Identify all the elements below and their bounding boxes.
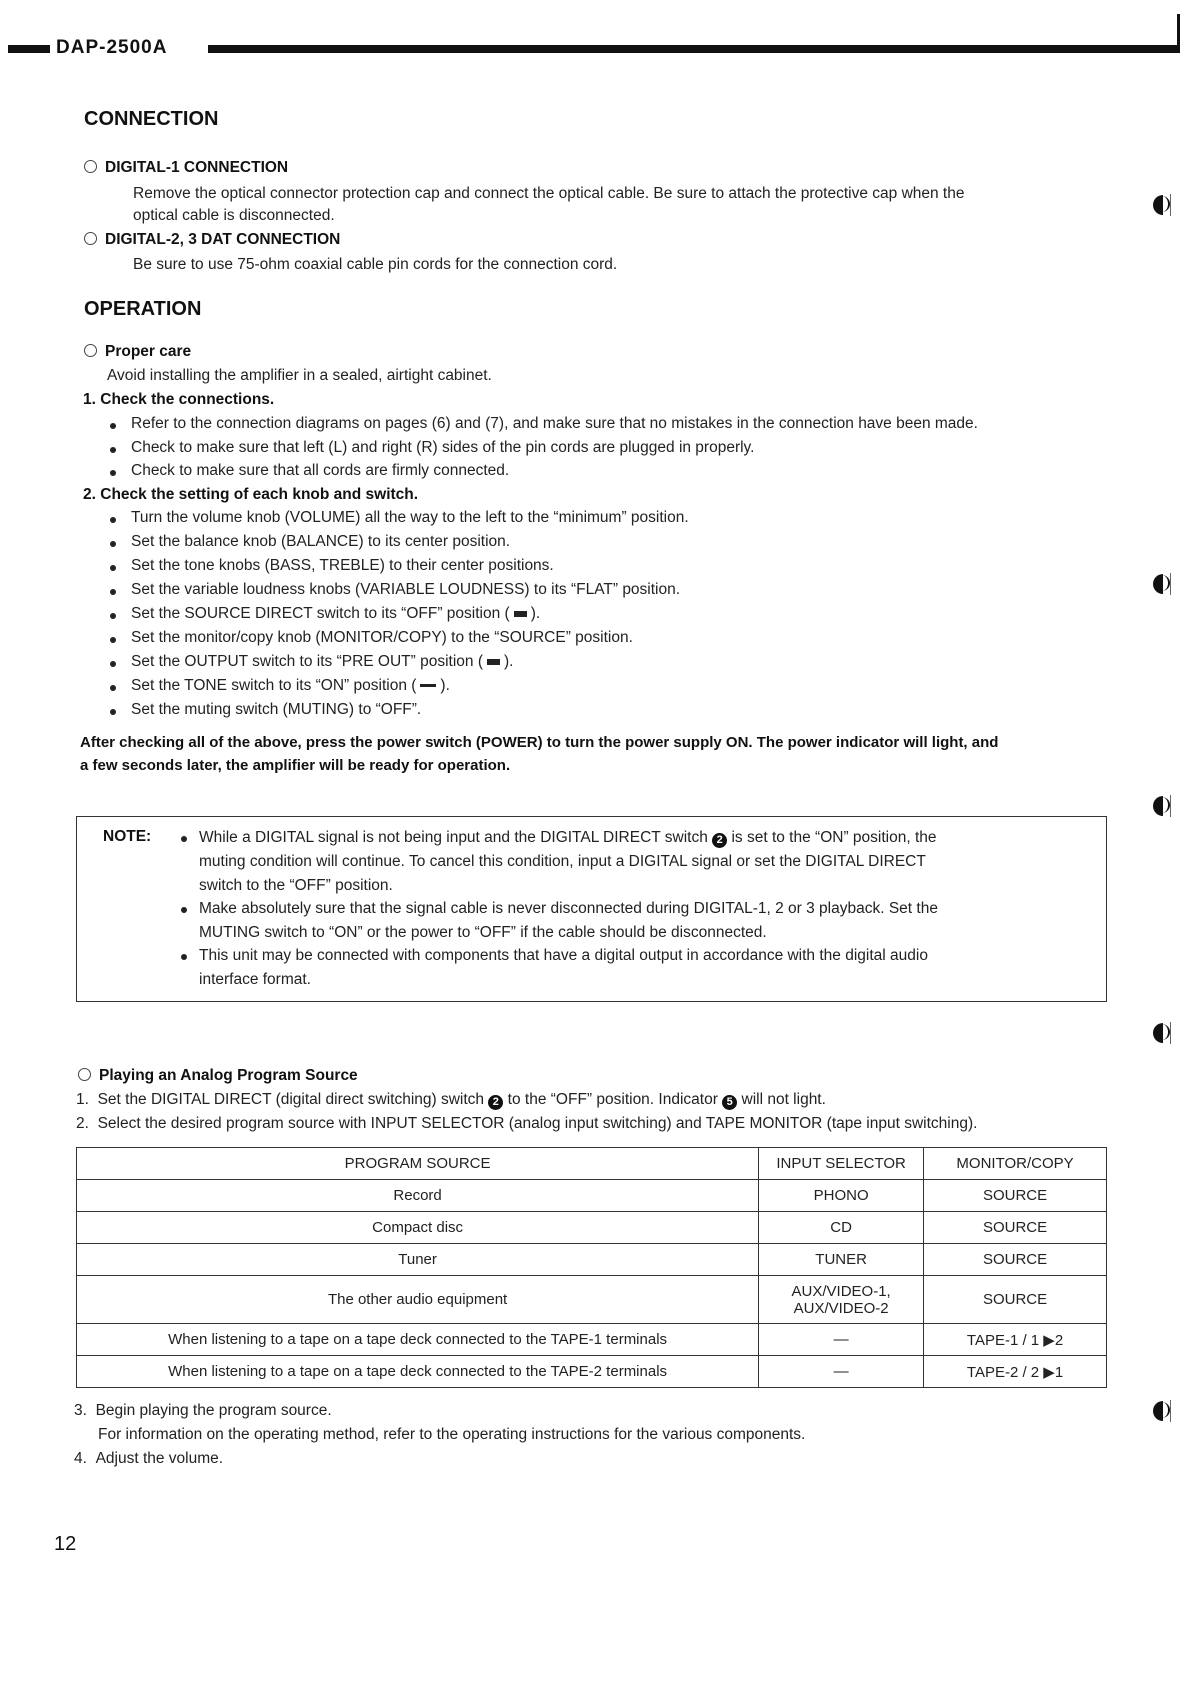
note-line: MUTING switch to “ON” or the power to “OFF” if the cable should be disconnected.	[199, 924, 767, 941]
table-row	[77, 1244, 1107, 1276]
after-check-line2: a few seconds later, the amplifier will be ready for operation.	[80, 757, 511, 774]
digital1-text-line1: Remove the optical connector protection cap and connect the optical cable. Be sure to attach the protective cap when the	[133, 185, 965, 202]
step1-heading: 1. Check the connections.	[83, 391, 275, 408]
circle-bullet-icon	[84, 160, 97, 173]
table-row	[77, 1180, 1107, 1212]
step2-heading: 2. Check the setting of each knob and switch.	[83, 486, 419, 503]
analog-heading: Playing an Analog Program Source	[78, 1066, 358, 1086]
program-source-table	[76, 1147, 1107, 1388]
table-cell: CD	[759, 1212, 924, 1244]
table-cell: Tuner	[77, 1244, 759, 1276]
model-name: DAP-2500A	[56, 37, 168, 58]
table-cell: SOURCE	[924, 1180, 1107, 1212]
header-rule-right	[208, 45, 1180, 53]
indicator-number-icon: 2	[488, 1095, 503, 1110]
indicator-number-icon: 2	[712, 833, 727, 848]
bullet-icon	[110, 517, 116, 523]
margin-mark-icon	[1153, 1021, 1173, 1045]
step2-item: Set the TONE switch to its “ON” position ( ).	[131, 677, 450, 694]
note-line: This unit may be connected with components that have a digital output in accordance with the digital audio	[199, 947, 928, 964]
step2-item: Set the muting switch (MUTING) to “OFF”.	[131, 701, 422, 718]
bullet-icon	[181, 907, 187, 913]
header-rule-left	[8, 45, 50, 53]
table-row	[77, 1324, 1107, 1356]
table-cell: The other audio equipment	[77, 1276, 759, 1324]
bullet-icon	[110, 613, 116, 619]
step2-item: Set the SOURCE DIRECT switch to its “OFF” position ( ).	[131, 605, 541, 622]
bullet-icon	[110, 541, 116, 547]
bullet-icon	[110, 447, 116, 453]
bullet-icon	[110, 565, 116, 571]
table-header-cell: INPUT SELECTOR	[759, 1148, 924, 1180]
header-rule-hook	[1177, 14, 1180, 46]
step2-item: Set the OUTPUT switch to its “PRE OUT” position ( ).	[131, 653, 514, 670]
circle-bullet-icon	[84, 232, 97, 245]
step2-item: Set the variable loudness knobs (VARIABLE LOUDNESS) to its “FLAT” position.	[131, 581, 681, 598]
table-cell: SOURCE	[924, 1212, 1107, 1244]
step2-item: Set the balance knob (BALANCE) to its center position.	[131, 533, 511, 550]
table-cell: —	[759, 1324, 924, 1356]
proper-care-text: Avoid installing the amplifier in a sealed, airtight cabinet.	[107, 367, 492, 384]
bullet-icon	[110, 709, 116, 715]
header-bar	[8, 37, 1180, 58]
bullet-icon	[110, 470, 116, 476]
analog-step1: 1. Set the DIGITAL DIRECT (digital direct switching) switch 2 to the “OFF” position. Indicator 5 will not light.	[76, 1091, 826, 1108]
analog-step2: 2. Select the desired program source with INPUT SELECTOR (analog input switching) and TAPE MONITOR (tape input switching).	[76, 1115, 978, 1132]
table-cell: PHONO	[759, 1180, 924, 1212]
table-row	[77, 1276, 1107, 1324]
table-header-row	[77, 1148, 1107, 1180]
bullet-icon	[110, 423, 116, 429]
note-line: While a DIGITAL signal is not being input and the DIGITAL DIRECT switch 2 is set to the “ON” position, the	[199, 829, 937, 846]
note-line: muting condition will continue. To cancel this condition, input a DIGITAL signal or set the DIGITAL DIRECT	[199, 853, 926, 870]
operation-heading: OPERATION	[84, 298, 202, 320]
digital23-heading: DIGITAL-2, 3 DAT CONNECTION	[84, 230, 340, 250]
digital23-text: Be sure to use 75-ohm coaxial cable pin cords for the connection cord.	[133, 256, 618, 273]
bullet-icon	[181, 954, 187, 960]
table-cell: When listening to a tape on a tape deck connected to the TAPE-2 terminals	[77, 1356, 759, 1388]
note-line: switch to the “OFF” position.	[199, 877, 393, 894]
aux-line-1: AUX/VIDEO-1,	[791, 1282, 891, 1300]
aux-line-2: AUX/VIDEO-2	[793, 1299, 889, 1317]
table-cell: TAPE-1 / 1 ▶2	[924, 1324, 1107, 1356]
table-cell: When listening to a tape on a tape deck connected to the TAPE-1 terminals	[77, 1324, 759, 1356]
note-line: interface format.	[199, 971, 311, 988]
margin-mark-icon	[1153, 193, 1173, 217]
step1-item: Check to make sure that left (L) and right (R) sides of the pin cords are plugged in properly.	[131, 439, 755, 456]
digital1-text-line2: optical cable is disconnected.	[133, 207, 335, 224]
page-number: 12	[54, 1533, 77, 1555]
table-cell: Compact disc	[77, 1212, 759, 1244]
margin-mark-icon	[1153, 572, 1173, 596]
table-cell: Record	[77, 1180, 759, 1212]
bullet-icon	[110, 661, 116, 667]
margin-mark-icon	[1153, 1399, 1173, 1423]
digital1-heading: DIGITAL-1 CONNECTION	[84, 158, 288, 178]
step1-item: Check to make sure that all cords are firmly connected.	[131, 462, 510, 479]
switch-off-icon	[514, 611, 527, 617]
bullet-icon	[110, 637, 116, 643]
step2-item: Set the monitor/copy knob (MONITOR/COPY) to the “SOURCE” position.	[131, 629, 633, 646]
margin-mark-icon	[1153, 794, 1173, 818]
table-cell: TUNER	[759, 1244, 924, 1276]
switch-off-icon	[487, 659, 500, 665]
table-row	[77, 1356, 1107, 1388]
table-header-cell: MONITOR/COPY	[924, 1148, 1107, 1180]
after-check-line1: After checking all of the above, press the power switch (POWER) to turn the power supply ON. The power indicator will light, and	[80, 734, 999, 751]
table-cell	[759, 1276, 924, 1324]
table-cell: —	[759, 1356, 924, 1388]
table-cell: SOURCE	[924, 1244, 1107, 1276]
table-cell: TAPE-2 / 2 ▶1	[924, 1356, 1107, 1388]
step2-item: Turn the volume knob (VOLUME) all the way to the left to the “minimum” position.	[131, 509, 689, 526]
table-header-cell: PROGRAM SOURCE	[77, 1148, 759, 1180]
analog-step4: 4. Adjust the volume.	[74, 1450, 224, 1467]
bullet-icon	[110, 589, 116, 595]
step2-item: Set the tone knobs (BASS, TREBLE) to their center positions.	[131, 557, 554, 574]
table-cell: SOURCE	[924, 1276, 1107, 1324]
connection-heading: CONNECTION	[84, 108, 219, 130]
note-line: Make absolutely sure that the signal cable is never disconnected during DIGITAL-1, 2 or 3 playback. Set the	[199, 900, 938, 917]
analog-step3: 3. Begin playing the program source.	[74, 1402, 332, 1419]
bullet-icon	[181, 836, 187, 842]
analog-step3-sub: For information on the operating method, refer to the operating instructions for the various components.	[98, 1426, 806, 1443]
note-label: NOTE:	[103, 828, 152, 845]
indicator-number-icon: 5	[722, 1095, 737, 1110]
circle-bullet-icon	[84, 344, 97, 357]
circle-bullet-icon	[78, 1068, 91, 1081]
table-row	[77, 1212, 1107, 1244]
switch-on-icon	[420, 684, 436, 687]
step1-item: Refer to the connection diagrams on pages (6) and (7), and make sure that no mistakes in the connection have been made.	[131, 415, 978, 432]
bullet-icon	[110, 685, 116, 691]
proper-care-heading: Proper care	[84, 342, 191, 362]
